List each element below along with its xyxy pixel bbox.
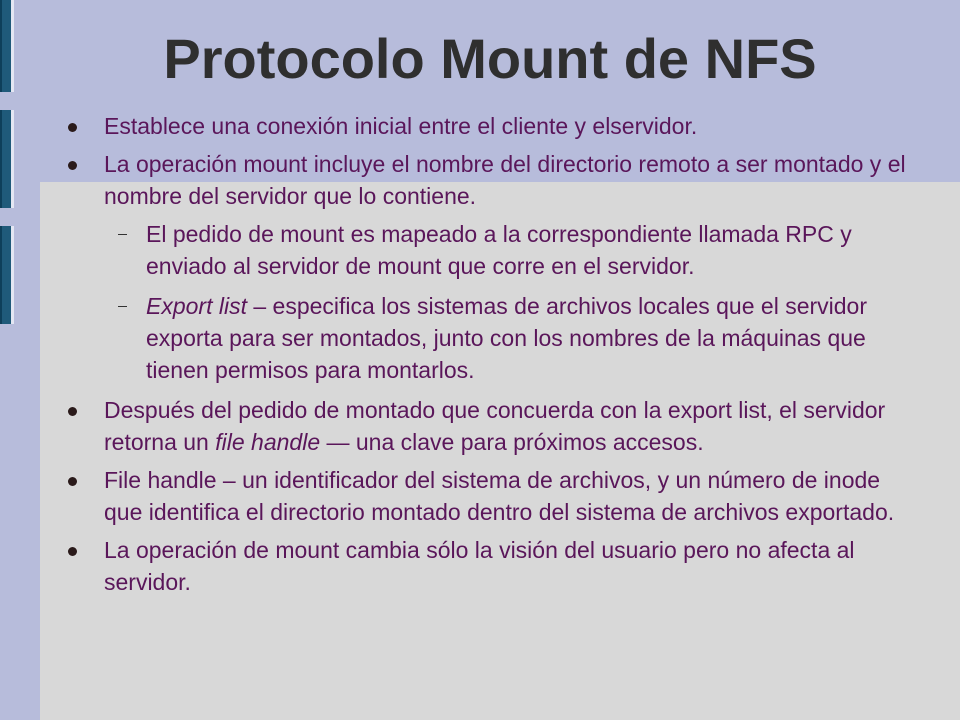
bullet-text: La operación mount incluye el nombre del directorio remoto a ser montado y el nombre del servidor que lo contiene. [104,151,906,209]
sub-bullet-item [62,218,922,282]
bullet-item [62,394,922,458]
sub-bullet-item [62,290,922,386]
accent-bar [0,110,14,208]
sub-bullet-text: – especifica los sistemas de archivos locales que el servidor exporta para ser montados, junto con los nombres de la máquinas que tienen permisos para montarlos. [146,293,867,383]
sub-bullet-emphasis: Export list [146,293,247,319]
bullet-text: La operación de mount cambia sólo la visión del usuario pero no afecta al servidor. [104,537,855,595]
bullet-item [62,534,922,598]
sub-bullet-text: El pedido de mount es mapeado a la correspondiente llamada RPC y enviado al servidor de mount que corre en el servidor. [146,221,852,279]
bullet-dot-icon [68,477,77,486]
bullet-dot-icon [68,123,77,132]
bullet-text: — una clave para próximos accesos. [320,429,704,455]
bullet-dot-icon [68,547,77,556]
bullet-emphasis: file handle [215,429,321,455]
bullet-item [62,464,922,528]
bullet-text: File handle – un identificador del sistema de archivos, y un número de inode que identifica el directorio montado dentro del sistema de archivos exportado. [104,467,895,525]
bullet-item [62,110,922,142]
bullet-item [62,148,922,212]
bullet-dot-icon [68,161,77,170]
accent-bar [0,226,14,324]
slide-title: Protocolo Mount de NFS [163,27,817,90]
bullet-text: Después del pedido de montado que concuerda con la export list, el servidor retorna un [104,397,886,455]
bullet-list [62,110,922,604]
dash-icon [118,234,127,235]
bullet-dot-icon [68,407,77,416]
bullet-text: Establece una conexión inicial entre el cliente y elservidor. [104,113,698,139]
dash-icon [118,306,127,307]
